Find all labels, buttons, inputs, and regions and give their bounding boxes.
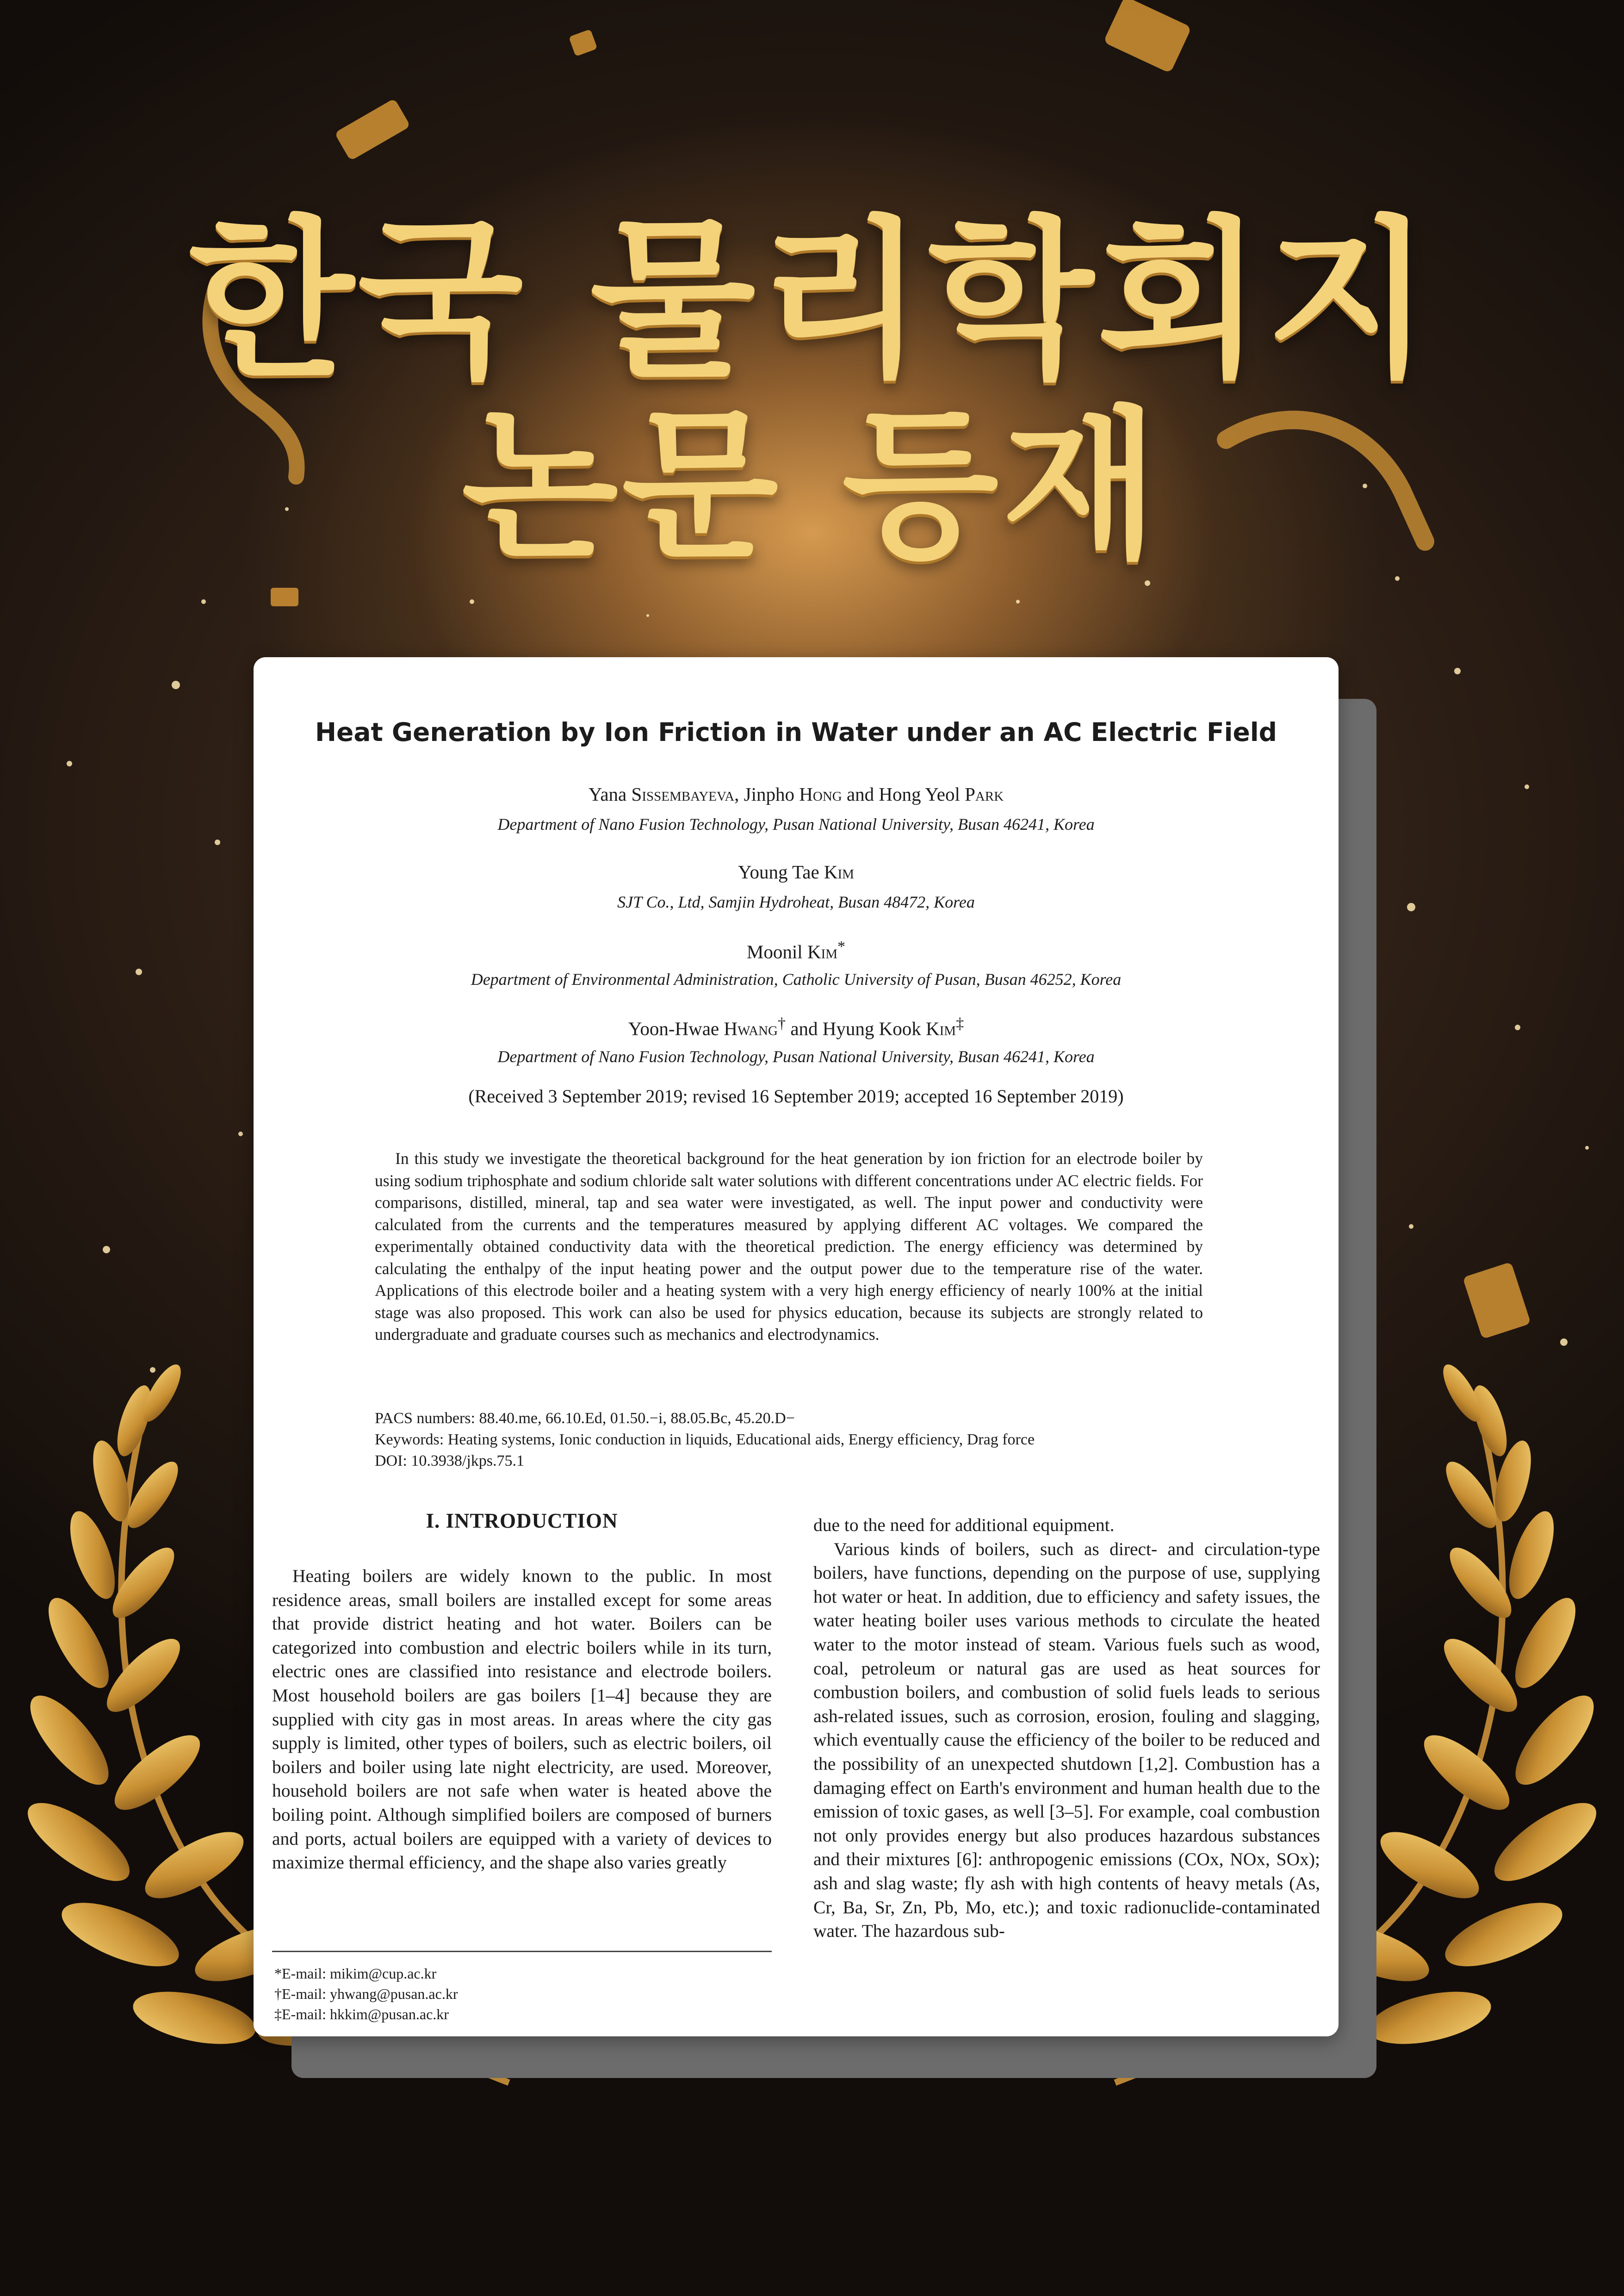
pacs-numbers: PACS numbers: 88.40.me, 66.10.Ed, 01.50.−i, 88.05.Bc, 45.20.D− [375,1410,795,1427]
affiliation-3: Department of Environmental Administration, Catholic University of Pusan, Busan 46252, Korea [471,970,1122,989]
affiliation-4: Department of Nano Fusion Technology, Pusan National University, Busan 46241, Korea [497,1047,1095,1066]
author-line-3: Moonil Kim* [746,938,846,963]
doi: DOI: 10.3938/jkps.75.1 [375,1452,524,1469]
paper-meta [375,1408,1208,1472]
author-line-4: Yoon-Hwae Hwang† and Hyung Kook Kim‡ [628,1015,964,1039]
affiliation-2: SJT Co., Ltd, Samjin Hydroheat, Busan 48472, Korea [617,893,975,911]
author-line-1: Yana Sissembayeva, Jinpho Hong and Hong Yeol Park [588,784,1004,805]
section-title: I. INTRODUCTION [426,1509,618,1532]
intro-paragraph-left: Heating boilers are widely known to the public. In most residence areas, small boilers are installed except for some areas that provide district heating and hot water. Boilers can be categorized into combustion and electric boilers while in its turn, electric ones are classified into resistance and electrode boilers. Most household boilers are gas boilers [1–4] because they are supplied with city gas in most areas. In areas where the city gas supply is limited, other types of boilers, such as electric boilers, oil boilers and boiler using late night electricity, are used. Moreover, household boilers are not safe when water is heated above the boiling point. Although simplified boilers are composed of burners and ports, actual boilers are equipped with a variety of devices to maximize thermal efficiency, and the shape also varies greatly [272,1566,772,1873]
paper-page [254,657,1339,2036]
received-dates: (Received 3 September 2019; revised 16 September 2019; accepted 16 September 2019) [468,1086,1124,1107]
author-line-2: Young Tae Kim [738,861,854,883]
keywords: Keywords: Heating systems, Ionic conduction in liquids, Educational aids, Energy efficiency, Drag force [375,1431,1035,1448]
paper-title: Heat Generation by Ion Friction in Water under an AC Electric Field [315,717,1277,747]
column-right [813,1513,1320,1943]
intro-paragraph-right: Various kinds of boilers, such as direct- and circulation-type boilers, have functions, depending on the purpose of use, supplying hot water or heat. In addition, due to efficiency and safety issues, the water heating boiler uses various methods to circulate the heated water to the motor instead of steam. Various fuels such as wood, coal, petroleum or natural gas are used as heat sources for combustion boilers, and combustion of solid fuels leads to serious ash-related issues, such as corrosion, erosion, fouling and slagging, which eventually cause the efficiency of the boiler to be reduced and the possibility of an unexpected shutdown [1,2]. Combustion has a damaging effect on Earth's environment and human health due to the emission of toxic gases, as well [3–5]. For example, coal combustion not only provides energy but also produces hazardous substances and their mixtures [6]: anthropogenic emissions (COx, NOx, SOx); ash and slag waste; fly ash with high contents of heavy metals (As, Cr, Ba, Sr, Zn, Pb, Mo, etc.); and toxic radionuclide-contaminated water. The hazardous sub- [813,1538,1320,1941]
affiliation-1: Department of Nano Fusion Technology, Pusan National University, Busan 46241, Korea [497,815,1095,834]
footnote-email-3: ‡E-mail: hkkim@pusan.ac.kr [274,2006,449,2022]
footnote-email-2: †E-mail: yhwang@pusan.ac.kr [274,1985,458,2002]
footnote-rule [272,1951,772,1952]
intro-continuation: due to the need for additional equipment. [813,1515,1115,1535]
footnote-email-1: *E-mail: mikim@cup.ac.kr [274,1965,437,1982]
footnotes [274,1963,458,2024]
poster-headline-line2: 논문 등재 [461,392,1163,580]
abstract: In this study we investigate the theoretical background for the heat generation by ion friction for an electrode boiler by using sodium triphosphate and sodium chloride salt water solutions with different concentrations under AC electric fields. For comparisons, distilled, mineral, tap and sea water were investigated, as well. The input power and conductivity were calculated from the currents and the temperatures measured by applying different AC voltages. We compared the experimentally obtained conductivity data with the theoretical prediction. The energy efficiency was determined by calculating the enthalpy of the input heating power and the output power due to the temperature rise of the water. Applications of this electrode boiler and a heating system with a very high energy efficiency of nearly 100% at the initial stage was also proposed. This work can also be used for physics education, because its subjects are strongly related to undergraduate and graduate courses such as mechanics and electrodynamics. [375,1149,1203,1344]
poster-headline-line1: 한국 물리학회지 [188,201,1436,400]
